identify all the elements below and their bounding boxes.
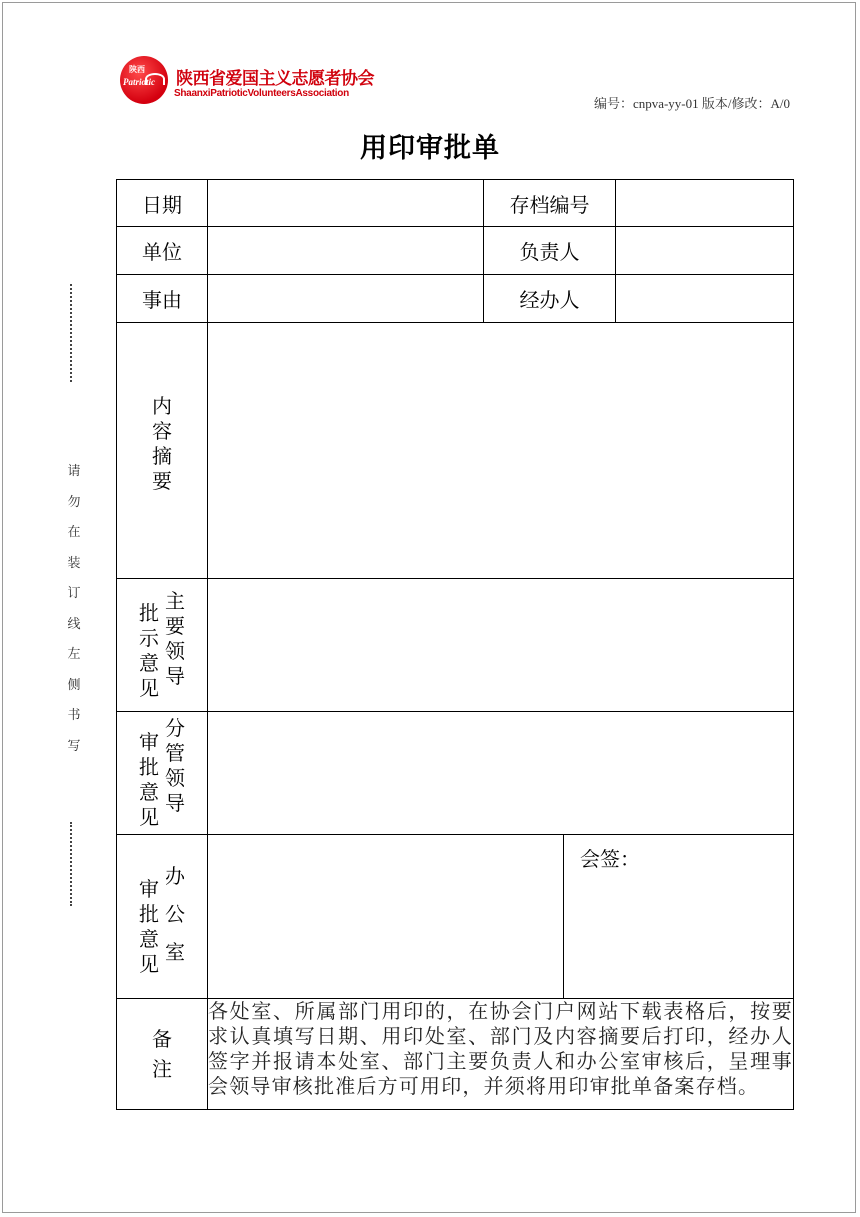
binding-note-char: 侧 [67, 677, 81, 693]
logo-title: 陕西省爱国主义志愿者协会 [176, 69, 374, 89]
office-label-char: 见 [139, 951, 159, 976]
logo-emblem-en: Patriotic [123, 77, 155, 87]
logo-subtitle: ShaanxiPatrioticVolunteersAssociation [174, 88, 349, 99]
person-in-charge-field[interactable] [616, 227, 794, 275]
deputy-leader-label-char: 管 [165, 741, 185, 765]
binding-note-char: 书 [67, 708, 81, 723]
document-code: 编号：cnpva-yy-01 版本/修改：A/0 [593, 96, 790, 111]
deputy-leader-label-char: 批 [139, 755, 159, 779]
deputy-leader-label [117, 712, 208, 835]
office-label-char: 意 [139, 926, 159, 951]
office-label-char: 批 [139, 901, 159, 926]
date-label: 日期 [117, 180, 208, 227]
office-label-char: 室 [165, 939, 185, 964]
deputy-leader-label-char: 领 [165, 766, 185, 790]
office-opinion-field[interactable] [208, 835, 564, 999]
date-field[interactable] [208, 180, 484, 227]
binding-note-char: 在 [67, 525, 81, 540]
binding-note-char: 装 [67, 555, 81, 571]
binding-note-char: 左 [67, 647, 81, 662]
cosign-cell[interactable] [564, 835, 794, 999]
page-title: 用印审批单 [360, 133, 500, 164]
logo-emblem-cn: 陕西 [129, 64, 145, 74]
person-in-charge-label: 负责人 [484, 227, 616, 275]
summary-label-char: 内 [152, 393, 172, 418]
association-logo [120, 56, 390, 104]
office-label-char: 审 [139, 876, 159, 901]
main-leader-label-char: 主 [165, 589, 185, 613]
approval-form-table [116, 179, 794, 1110]
deputy-leader-label-char: 审 [139, 730, 159, 754]
main-leader-label-char: 示 [139, 626, 159, 650]
binding-line-bottom [70, 822, 72, 906]
main-leader-label-char: 领 [165, 639, 185, 663]
handler-label: 经办人 [484, 275, 616, 323]
office-label-char: 公 [165, 901, 185, 926]
remarks-label-char: 注 [152, 1057, 172, 1081]
binding-note-char: 线 [67, 616, 81, 632]
main-leader-label-char: 意 [139, 651, 159, 675]
binding-note-char: 订 [67, 586, 81, 601]
main-leader-label [117, 579, 208, 712]
deputy-leader-label-char: 分 [165, 716, 185, 740]
binding-line-top [70, 284, 72, 382]
office-label-char: 办 [165, 863, 185, 888]
office-label [117, 835, 208, 999]
main-leader-label-char: 导 [165, 664, 185, 688]
archive-number-label: 存档编号 [484, 180, 616, 227]
summary-label [117, 323, 208, 579]
deputy-leader-label-char: 意 [139, 780, 159, 804]
unit-label: 单位 [117, 227, 208, 275]
binding-note-char: 勿 [67, 494, 81, 510]
binding-note-char: 请 [67, 464, 81, 479]
handler-field[interactable] [616, 275, 794, 323]
remarks-label [117, 999, 208, 1110]
main-leader-label-char: 见 [139, 676, 159, 700]
cosign-label: 会签： [580, 847, 640, 871]
summary-label-char: 容 [152, 418, 172, 443]
reason-field[interactable] [208, 275, 484, 323]
deputy-leader-opinion-field[interactable] [208, 712, 794, 835]
summary-label-char: 要 [152, 468, 172, 493]
main-leader-opinion-field[interactable] [208, 579, 794, 712]
logo-emblem-icon [120, 56, 168, 104]
reason-label: 事由 [117, 275, 208, 323]
remarks-label-char: 备 [152, 1027, 172, 1051]
summary-label-char: 摘 [152, 443, 172, 468]
main-leader-label-char: 要 [165, 614, 185, 638]
binding-note [64, 460, 84, 765]
deputy-leader-label-char: 导 [165, 791, 185, 815]
archive-number-field[interactable] [616, 180, 794, 227]
summary-field[interactable] [208, 323, 794, 579]
main-leader-label-char: 批 [139, 601, 159, 625]
unit-field[interactable] [208, 227, 484, 275]
binding-note-char: 写 [67, 738, 81, 754]
deputy-leader-label-char: 见 [139, 805, 159, 829]
remarks-text: 各处室、所属部门用印的，在协会门户网站下载表格后，按要求认真填写日期、用印处室、部门及内容摘要后打印，经办人签字并报请本处室、部门主要负责人和办公室审核后，呈理事会领导审核批准后方可用印，并须将用印审批单备案存档。 [208, 999, 794, 1110]
